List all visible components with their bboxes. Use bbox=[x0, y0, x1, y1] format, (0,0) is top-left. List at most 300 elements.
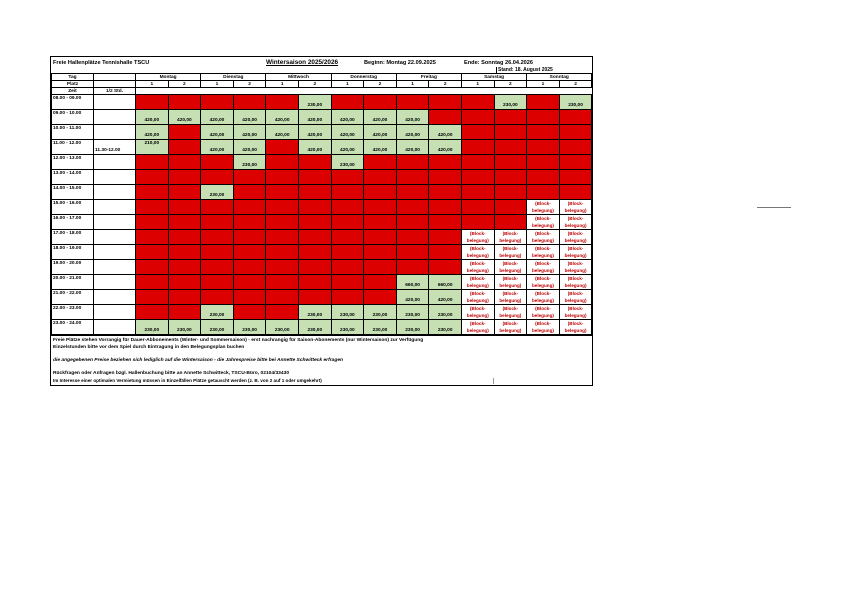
cell-value-top bbox=[266, 305, 298, 312]
cell-value-top: (Block- bbox=[502, 306, 519, 311]
cell-value-top bbox=[136, 215, 168, 222]
free-court-cell bbox=[364, 305, 397, 320]
cell-value-bottom bbox=[462, 102, 494, 109]
status-date: Stand: 18. August 2025 bbox=[498, 67, 553, 73]
free-court-cell bbox=[201, 110, 234, 125]
cell-value-bottom: 230,00 bbox=[144, 328, 160, 333]
cell-value-bottom bbox=[201, 102, 233, 109]
occupied-court-cell bbox=[364, 245, 397, 260]
cell-value-top bbox=[332, 125, 364, 132]
occupied-court-cell bbox=[461, 140, 494, 155]
occupied-court-cell bbox=[364, 230, 397, 245]
cell-value-bottom: 420,00 bbox=[405, 118, 420, 123]
occupied-court-cell bbox=[298, 185, 331, 200]
cell-value-top bbox=[169, 185, 201, 192]
free-court-cell bbox=[201, 305, 234, 320]
block-booking-cell bbox=[494, 290, 527, 305]
cell-value-bottom bbox=[136, 147, 168, 154]
cell-value-bottom bbox=[266, 282, 298, 289]
occupied-court-cell bbox=[494, 170, 527, 185]
cell-value-top bbox=[397, 185, 429, 192]
cell-value-top bbox=[332, 305, 364, 312]
free-court-cell bbox=[201, 125, 234, 140]
cell-value-bottom: belegung) bbox=[564, 238, 587, 243]
cell-value-top: (Block- bbox=[469, 321, 486, 326]
cell-value-top bbox=[299, 320, 331, 327]
free-court-cell bbox=[396, 275, 429, 290]
note-single-hours: Einzelstunden bitte vor dem Spiel durch Eintragung in den Belegungsplan buchen bbox=[53, 345, 245, 350]
occupied-court-cell bbox=[298, 170, 331, 185]
cell-value-bottom: 230,00 bbox=[437, 328, 453, 333]
table-row bbox=[52, 125, 592, 140]
cell-value-bottom bbox=[397, 207, 429, 214]
occupied-court-cell bbox=[266, 95, 299, 110]
occupied-court-cell bbox=[168, 95, 201, 110]
cell-value-top bbox=[364, 320, 396, 327]
time-slot-text: 09.00 - 10.00 bbox=[53, 111, 82, 116]
occupied-court-cell bbox=[559, 125, 592, 140]
free-court-cell bbox=[331, 155, 364, 170]
cell-value-top bbox=[429, 245, 461, 252]
cell-value-top: (Block- bbox=[535, 321, 551, 326]
table-row bbox=[52, 185, 592, 200]
cell-value-top bbox=[234, 290, 266, 297]
cell-value-top: (Block- bbox=[502, 276, 519, 281]
cell-value-top bbox=[332, 200, 364, 207]
cell-value-bottom: belegung) bbox=[499, 328, 522, 333]
cell-value-top bbox=[364, 245, 396, 252]
cell-value-top bbox=[462, 200, 494, 207]
block-booking-cell bbox=[494, 320, 527, 335]
cell-value-top: (Block- bbox=[535, 201, 551, 206]
cell-value-bottom: belegung) bbox=[531, 298, 554, 303]
cell-value-bottom: 420,00 bbox=[242, 118, 257, 123]
cell-value-top bbox=[136, 170, 168, 177]
day-saturday: Samstag bbox=[461, 74, 526, 81]
court-1: 1 bbox=[136, 81, 169, 88]
cell-value-top bbox=[136, 185, 168, 192]
occupied-court-cell bbox=[266, 140, 299, 155]
cell-value-top bbox=[429, 185, 461, 192]
cell-value-top bbox=[332, 260, 364, 267]
cell-value-bottom: belegung) bbox=[564, 253, 587, 258]
cell-value-bottom bbox=[201, 162, 233, 169]
cell-value-top bbox=[299, 185, 331, 192]
free-court-cell bbox=[233, 320, 266, 335]
occupied-court-cell bbox=[364, 170, 397, 185]
cell-value-top bbox=[364, 140, 396, 147]
cell-value-top bbox=[495, 110, 527, 117]
occupied-court-cell bbox=[136, 245, 169, 260]
cell-value-bottom bbox=[136, 297, 168, 304]
block-booking-cell bbox=[494, 230, 527, 245]
cell-value-top bbox=[364, 230, 396, 237]
block-booking-cell bbox=[559, 260, 592, 275]
cell-value-top bbox=[397, 320, 429, 327]
free-court-cell bbox=[233, 155, 266, 170]
free-court-cell bbox=[331, 140, 364, 155]
free-court-cell bbox=[298, 110, 331, 125]
cell-value-bottom bbox=[234, 177, 266, 184]
occupied-court-cell bbox=[396, 95, 429, 110]
cell-value-top bbox=[201, 125, 233, 132]
cell-value-bottom: belegung) bbox=[531, 223, 554, 228]
half-hour-text bbox=[95, 110, 135, 117]
cell-value-bottom bbox=[397, 162, 429, 169]
occupied-court-cell bbox=[168, 215, 201, 230]
occupied-court-cell bbox=[527, 95, 560, 110]
cell-value-top bbox=[169, 305, 201, 312]
cell-value-bottom: 420,00 bbox=[340, 148, 355, 153]
cell-value-bottom: 230,00 bbox=[372, 313, 388, 318]
court-1: 1 bbox=[331, 81, 364, 88]
cell-value-top: (Block- bbox=[535, 216, 551, 221]
cell-value-bottom bbox=[495, 147, 527, 154]
occupied-court-cell bbox=[136, 305, 169, 320]
table-row bbox=[52, 230, 592, 245]
cell-value-top bbox=[299, 155, 331, 162]
cell-value-bottom bbox=[234, 267, 266, 274]
cell-value-bottom bbox=[234, 102, 266, 109]
occupied-court-cell bbox=[233, 245, 266, 260]
cell-value-bottom bbox=[169, 222, 201, 229]
cell-value-bottom: belegung) bbox=[531, 208, 554, 213]
occupied-court-cell bbox=[364, 290, 397, 305]
occupied-court-cell bbox=[266, 260, 299, 275]
note-swap: Im Interesse einer optimalen Vermietung müssen in Einzelfällen Plätze getauscht werden (z. B. von 2 auf 1 oder umgekehrt) bbox=[53, 378, 322, 383]
cell-value-bottom bbox=[332, 102, 364, 109]
cell-value-bottom bbox=[462, 117, 494, 124]
cell-value-bottom bbox=[201, 252, 233, 259]
cell-value-top: (Block- bbox=[535, 231, 551, 236]
free-court-cell bbox=[396, 125, 429, 140]
cell-value-top bbox=[169, 125, 201, 132]
cell-value-bottom bbox=[234, 222, 266, 229]
occupied-court-cell bbox=[136, 275, 169, 290]
season-end: Ende: Sonntag 26.04.2026 bbox=[464, 60, 534, 66]
free-court-cell bbox=[331, 305, 364, 320]
cell-value-bottom: 420,00 bbox=[209, 118, 225, 123]
free-court-cell bbox=[429, 125, 462, 140]
occupied-court-cell bbox=[331, 95, 364, 110]
cell-value-top bbox=[332, 155, 364, 162]
occupied-court-cell bbox=[364, 215, 397, 230]
cell-value-bottom: 420,00 bbox=[209, 133, 225, 138]
occupied-court-cell bbox=[168, 260, 201, 275]
cell-value-bottom: 420,00 bbox=[437, 133, 453, 138]
occupied-court-cell bbox=[331, 215, 364, 230]
cell-value-bottom bbox=[495, 177, 527, 184]
cell-value-top bbox=[266, 275, 298, 282]
occupied-court-cell bbox=[331, 200, 364, 215]
cell-value-bottom: belegung) bbox=[564, 208, 587, 213]
cell-value-top bbox=[397, 275, 429, 282]
season-title: Wintersaison 2025/2026 bbox=[266, 59, 339, 66]
cell-value-bottom: belegung) bbox=[466, 253, 489, 258]
occupied-court-cell bbox=[429, 245, 462, 260]
occupied-court-cell bbox=[559, 140, 592, 155]
half-hour-slot bbox=[94, 125, 136, 140]
occupied-court-cell bbox=[396, 245, 429, 260]
cell-value-top: (Block- bbox=[502, 291, 519, 296]
cell-value-bottom bbox=[462, 222, 494, 229]
half-hour-slot bbox=[94, 185, 136, 200]
occupied-court-cell bbox=[233, 305, 266, 320]
occupied-court-cell bbox=[331, 245, 364, 260]
cell-value-bottom bbox=[527, 147, 559, 154]
free-court-cell bbox=[266, 320, 299, 335]
cell-value-top: 210,00 bbox=[144, 141, 160, 146]
cell-value-top bbox=[169, 275, 201, 282]
court-2: 2 bbox=[494, 81, 527, 88]
cell-value-top bbox=[201, 200, 233, 207]
cell-value-bottom bbox=[266, 252, 298, 259]
cell-value-top: (Block- bbox=[567, 231, 584, 236]
cell-value-bottom bbox=[560, 132, 592, 139]
cell-value-top bbox=[332, 275, 364, 282]
cell-value-top bbox=[429, 305, 461, 312]
time-slot-text: 10.00 - 11.00 bbox=[53, 126, 82, 131]
cell-value-bottom bbox=[560, 177, 592, 184]
half-hour-slot bbox=[94, 290, 136, 305]
block-booking-cell bbox=[494, 305, 527, 320]
cell-value-top bbox=[397, 140, 429, 147]
occupied-court-cell bbox=[461, 215, 494, 230]
cell-value-bottom bbox=[332, 207, 364, 214]
cell-value-bottom bbox=[560, 192, 592, 199]
free-court-cell bbox=[331, 125, 364, 140]
cell-value-bottom bbox=[560, 147, 592, 154]
cell-value-bottom bbox=[429, 117, 461, 124]
free-court-cell bbox=[136, 320, 169, 335]
cell-value-bottom bbox=[136, 192, 168, 199]
cell-value-bottom: belegung) bbox=[499, 268, 522, 273]
cell-value-bottom bbox=[234, 252, 266, 259]
cell-value-top bbox=[201, 140, 233, 147]
half-hour-slot bbox=[94, 170, 136, 185]
cell-value-top bbox=[169, 260, 201, 267]
cell-value-top bbox=[266, 260, 298, 267]
occupied-court-cell bbox=[461, 125, 494, 140]
cell-value-top bbox=[266, 320, 298, 327]
occupied-court-cell bbox=[136, 95, 169, 110]
cell-value-top bbox=[266, 140, 298, 147]
block-booking-cell bbox=[559, 320, 592, 335]
occupied-court-cell bbox=[168, 290, 201, 305]
cell-value-top bbox=[429, 260, 461, 267]
free-court-cell bbox=[559, 95, 592, 110]
cell-value-top bbox=[495, 185, 527, 192]
free-court-cell bbox=[494, 95, 527, 110]
block-booking-cell bbox=[559, 290, 592, 305]
cell-value-top bbox=[266, 200, 298, 207]
cell-value-top bbox=[169, 320, 201, 327]
cell-value-bottom bbox=[495, 162, 527, 169]
free-court-cell bbox=[298, 95, 331, 110]
cell-value-top: (Block- bbox=[567, 246, 584, 251]
cell-value-bottom bbox=[266, 312, 298, 319]
cell-value-bottom bbox=[332, 252, 364, 259]
occupied-court-cell bbox=[201, 170, 234, 185]
cell-value-top bbox=[169, 155, 201, 162]
cell-value-top bbox=[364, 260, 396, 267]
cell-value-top bbox=[527, 125, 559, 132]
free-court-cell bbox=[298, 305, 331, 320]
zeit-header-row bbox=[52, 88, 592, 95]
cell-value-top bbox=[397, 155, 429, 162]
cell-value-top bbox=[397, 245, 429, 252]
cell-value-bottom bbox=[462, 177, 494, 184]
half-hour-slot bbox=[94, 275, 136, 290]
divider bbox=[493, 378, 494, 384]
cell-value-bottom bbox=[266, 267, 298, 274]
cell-value-top bbox=[364, 170, 396, 177]
cell-value-bottom bbox=[527, 192, 559, 199]
cell-value-top bbox=[397, 110, 429, 117]
cell-value-bottom: belegung) bbox=[531, 268, 554, 273]
free-court-cell bbox=[168, 110, 201, 125]
block-booking-cell bbox=[461, 275, 494, 290]
time-slot-label bbox=[52, 125, 94, 140]
time-slot-label bbox=[52, 305, 94, 320]
occupied-court-cell bbox=[559, 170, 592, 185]
cell-value-bottom bbox=[136, 252, 168, 259]
cell-value-top bbox=[462, 140, 494, 147]
occupied-court-cell bbox=[168, 230, 201, 245]
cell-value-top bbox=[136, 110, 168, 117]
half-hour-slot bbox=[94, 155, 136, 170]
time-slot-text: 14.00 - 15.00 bbox=[53, 186, 82, 191]
cell-value-top: (Block- bbox=[567, 216, 584, 221]
cell-value-top bbox=[266, 125, 298, 132]
cell-value-bottom bbox=[364, 267, 396, 274]
occupied-court-cell bbox=[201, 200, 234, 215]
free-court-cell bbox=[168, 320, 201, 335]
occupied-court-cell bbox=[298, 230, 331, 245]
occupied-court-cell bbox=[461, 185, 494, 200]
cell-value-top: (Block- bbox=[469, 291, 486, 296]
cell-value-bottom: 420,00 bbox=[144, 118, 160, 123]
cell-value-bottom bbox=[266, 177, 298, 184]
occupied-court-cell bbox=[331, 290, 364, 305]
note-contact: Rückfragen oder Anfragen bzgl. Hallenbuchung bitte an Annette Schwitteck, TSCU-Büro, 02104/33430 bbox=[53, 371, 290, 376]
cell-value-bottom bbox=[462, 207, 494, 214]
half-hour-text bbox=[95, 260, 135, 267]
occupied-court-cell bbox=[461, 170, 494, 185]
cell-value-bottom bbox=[527, 117, 559, 124]
cell-value-top bbox=[136, 305, 168, 312]
cell-value-bottom bbox=[234, 297, 266, 304]
cell-value-bottom: belegung) bbox=[531, 253, 554, 258]
occupied-court-cell bbox=[233, 290, 266, 305]
free-court-cell bbox=[233, 125, 266, 140]
occupied-court-cell bbox=[168, 185, 201, 200]
cell-value-top bbox=[299, 260, 331, 267]
cell-value-bottom bbox=[136, 222, 168, 229]
cell-value-bottom: 230,00 bbox=[274, 328, 290, 333]
occupied-court-cell bbox=[168, 200, 201, 215]
occupied-court-cell bbox=[298, 245, 331, 260]
cell-value-top bbox=[234, 230, 266, 237]
cell-value-top bbox=[299, 245, 331, 252]
cell-value-top bbox=[560, 125, 592, 132]
cell-value-top: (Block- bbox=[502, 321, 519, 326]
cell-value-top bbox=[201, 245, 233, 252]
cell-value-bottom: belegung) bbox=[499, 313, 522, 318]
occupied-court-cell bbox=[429, 170, 462, 185]
cell-value-top bbox=[429, 125, 461, 132]
occupied-court-cell bbox=[233, 215, 266, 230]
cell-value-bottom bbox=[429, 162, 461, 169]
occupied-court-cell bbox=[168, 155, 201, 170]
cell-value-top bbox=[136, 290, 168, 297]
cell-value-bottom bbox=[234, 207, 266, 214]
cell-value-top bbox=[429, 95, 461, 102]
time-slot-text: 12.00 - 13.00 bbox=[53, 156, 82, 161]
occupied-court-cell bbox=[298, 290, 331, 305]
cell-value-top bbox=[462, 170, 494, 177]
free-court-cell bbox=[298, 125, 331, 140]
cell-value-bottom bbox=[429, 267, 461, 274]
half-hour-slot bbox=[94, 245, 136, 260]
time-slot-label bbox=[52, 200, 94, 215]
block-booking-cell bbox=[461, 305, 494, 320]
cell-value-bottom bbox=[169, 162, 201, 169]
cell-value-bottom bbox=[299, 222, 331, 229]
cell-value-bottom bbox=[201, 297, 233, 304]
cell-value-bottom: 230,00 bbox=[177, 328, 192, 333]
cell-value-bottom bbox=[364, 207, 396, 214]
cell-value-bottom bbox=[332, 192, 364, 199]
occupied-court-cell bbox=[168, 275, 201, 290]
free-court-cell bbox=[201, 185, 234, 200]
occupied-court-cell bbox=[559, 110, 592, 125]
block-booking-cell bbox=[527, 245, 560, 260]
cell-value-bottom: 230,00 bbox=[340, 163, 355, 168]
cell-value-bottom bbox=[169, 267, 201, 274]
occupied-court-cell bbox=[201, 260, 234, 275]
cell-value-bottom: 230,00 bbox=[340, 328, 355, 333]
time-slot-text: 13.00 - 14.00 bbox=[53, 171, 82, 176]
occupied-court-cell bbox=[266, 275, 299, 290]
cell-value-top bbox=[332, 230, 364, 237]
cell-value-top bbox=[364, 275, 396, 282]
free-court-cell bbox=[233, 140, 266, 155]
time-slot-text: 19.00 - 20.00 bbox=[53, 261, 82, 266]
cell-value-bottom bbox=[495, 192, 527, 199]
time-slot-label bbox=[52, 215, 94, 230]
occupied-court-cell bbox=[364, 260, 397, 275]
cell-value-bottom bbox=[136, 162, 168, 169]
cell-value-bottom: belegung) bbox=[531, 238, 554, 243]
cell-value-top: (Block- bbox=[567, 201, 584, 206]
cell-value-bottom bbox=[364, 177, 396, 184]
cell-value-top bbox=[299, 290, 331, 297]
occupied-court-cell bbox=[298, 275, 331, 290]
occupied-court-cell bbox=[201, 155, 234, 170]
cell-value-top bbox=[429, 275, 461, 282]
cell-value-top bbox=[234, 200, 266, 207]
cell-value-top bbox=[364, 200, 396, 207]
half-hour-text bbox=[95, 230, 135, 237]
free-court-cell bbox=[364, 320, 397, 335]
cell-value-top bbox=[201, 110, 233, 117]
cell-value-bottom bbox=[136, 267, 168, 274]
cell-value-bottom: 420,00 bbox=[372, 133, 388, 138]
block-booking-cell bbox=[461, 290, 494, 305]
table-row bbox=[52, 290, 592, 305]
cell-value-top bbox=[527, 110, 559, 117]
